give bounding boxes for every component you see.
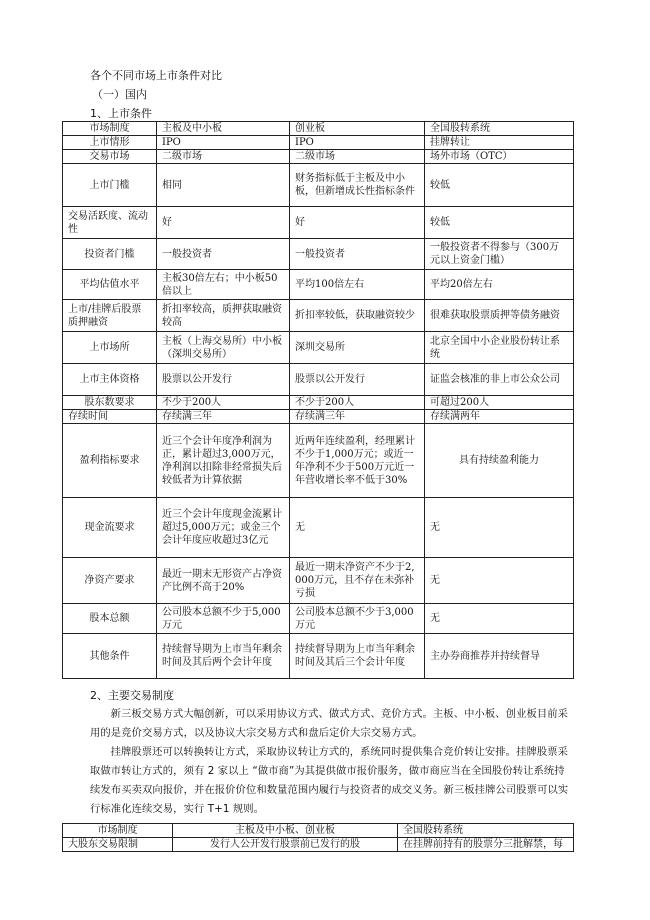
table-row xyxy=(63,164,574,207)
row-label: 投资者门槛 xyxy=(63,239,157,270)
row-label: 交易市场 xyxy=(63,150,157,164)
row-label: 上市主体资格 xyxy=(63,364,157,396)
cell: 公司股本总额不少于3,000万元 xyxy=(290,604,425,634)
table-row xyxy=(63,634,574,679)
cell: 很难获取股票质押等债务融资 xyxy=(425,300,574,332)
row-label: 股东数要求 xyxy=(63,396,157,410)
cell: 在挂牌前持有的股票分三批解禁，每 xyxy=(398,838,574,852)
cell: 具有持续盈利能力 xyxy=(425,424,574,498)
cell: 相同 xyxy=(157,164,290,207)
table-row xyxy=(63,424,574,498)
cell: 不少于200人 xyxy=(290,396,425,410)
table-row xyxy=(63,239,574,270)
cell: 好 xyxy=(290,207,425,239)
row-label: 上市/挂牌后股票质押融资 xyxy=(63,300,157,332)
cell: 主板30倍左右；中小板50倍以上 xyxy=(157,270,290,300)
cell: 财务指标低于主板及中小板，但新增成长性指标条件 xyxy=(290,164,425,207)
row-label: 净资产要求 xyxy=(63,558,157,604)
table-header-row xyxy=(63,122,574,136)
header-gem: 创业板 xyxy=(290,122,425,136)
table-row xyxy=(63,410,574,424)
table-row xyxy=(63,136,574,150)
header-market: 市场制度 xyxy=(63,122,157,136)
cell: 不少于200人 xyxy=(157,396,290,410)
cell: 深圳交易所 xyxy=(290,332,425,364)
cell: 较低 xyxy=(425,207,574,239)
cell: 发行人公开发行股票前已发行的股 xyxy=(173,838,398,852)
table-row xyxy=(63,838,574,852)
cell: 二级市场 xyxy=(157,150,290,164)
cell: 平均100倍左右 xyxy=(290,270,425,300)
cell: 股票以公开发行 xyxy=(290,364,425,396)
cell: 一般投资者 xyxy=(157,239,290,270)
cell: 存续满三年 xyxy=(157,410,290,424)
table-row xyxy=(63,150,574,164)
cell: 公司股本总额不少于5,000万元 xyxy=(157,604,290,634)
table-row xyxy=(63,207,574,239)
row-label: 交易活跃度、流动性 xyxy=(63,207,157,239)
row-label: 其他条件 xyxy=(63,634,157,679)
paragraph: 新三板交易方式大幅创新，可以采用协议方式、做式方式、竞价方式。主板、中小板、创业板目前采用的是竞价交易方式，以及协议大宗交易方式和盘后定价大宗交易方式。 xyxy=(90,708,569,739)
cell: 无 xyxy=(425,604,574,634)
row-label: 上市场所 xyxy=(63,332,157,364)
row-label: 股本总额 xyxy=(63,604,157,634)
cell: 二级市场 xyxy=(290,150,425,164)
cell: 折扣率较低，获取融资较少 xyxy=(290,300,425,332)
cell: 近两年连续盈利，经理累计不少于1,000万元；或近一年净利不少于500万元近一年营收增长率不低于30% xyxy=(290,424,425,498)
header-neeq: 全国股转系统 xyxy=(425,122,574,136)
cell: IPO xyxy=(290,136,425,150)
row-label: 存续时间 xyxy=(63,410,157,424)
doc-title: 各个不同市场上市条件对比 xyxy=(90,69,222,82)
cell: 无 xyxy=(425,498,574,558)
cell: 一般投资者 xyxy=(290,239,425,270)
cell: IPO xyxy=(157,136,290,150)
header-main-board: 主板及中小板 xyxy=(157,122,290,136)
cell: 场外市场（OTC） xyxy=(425,150,574,164)
cell: 较低 xyxy=(425,164,574,207)
cell: 主板（上海交易所）中小板（深圳交易所） xyxy=(157,332,290,364)
trading-system-table xyxy=(62,823,574,852)
cell: 近三个会计年度现金流累计超过5,000万元；或金三个会计年度应收超过3亿元 xyxy=(157,498,290,558)
header-market: 市场制度 xyxy=(63,824,173,838)
table-row xyxy=(63,498,574,558)
cell: 主办券商推荐并持续督导 xyxy=(425,634,574,679)
table-header-row xyxy=(63,824,574,838)
cell: 存续满两年 xyxy=(425,410,574,424)
cell: 好 xyxy=(157,207,290,239)
section-listing-conditions: 1、上市条件 xyxy=(90,107,152,120)
section-domestic: （一）国内 xyxy=(92,88,147,101)
cell: 折扣率较高，质押获取融资较高 xyxy=(157,300,290,332)
table-row xyxy=(63,364,574,396)
cell: 平均20倍左右 xyxy=(425,270,574,300)
section-trading-system: 2、主要交易制度 xyxy=(90,689,174,702)
cell: 最近一期末净资产不少于2,000万元，且不存在未弥补亏损 xyxy=(290,558,425,604)
table-row xyxy=(63,332,574,364)
row-label: 上市情形 xyxy=(63,136,157,150)
cell: 持续督导期为上市当年剩余时间及其后三个会计年度 xyxy=(290,634,425,679)
table-row xyxy=(63,604,574,634)
cell: 无 xyxy=(290,498,425,558)
cell: 持续督导期为上市当年剩余时间及其后两个会计年度 xyxy=(157,634,290,679)
row-label: 上市门槛 xyxy=(63,164,157,207)
row-label: 现金流要求 xyxy=(63,498,157,558)
cell: 北京全国中小企业股份转让系统 xyxy=(425,332,574,364)
header-neeq: 全国股转系统 xyxy=(398,824,574,838)
paragraph: 挂牌股票还可以转换转让方式，采取协议转让方式的，系统同时提供集合竞价转让安排。挂牌股票采取做市转让方式的，须有 2 家以上 “做市商”为其提供做市报价服务，做市商应当在全国股份转让系统持续发布买卖双向报价，并在报价价位和数量范围内履行与投资者的成交义务。新三板挂牌公司股票可以实行标准化连续交易，实行 T+1 规则。 xyxy=(90,746,569,815)
cell: 证监会核准的非上市公众公司 xyxy=(425,364,574,396)
table-row xyxy=(63,270,574,300)
row-label: 盈利指标要求 xyxy=(63,424,157,498)
cell: 挂牌转让 xyxy=(425,136,574,150)
cell: 一般投资者不得参与（300万元以上资金门槛） xyxy=(425,239,574,270)
cell: 可超过200人 xyxy=(425,396,574,410)
cell: 股票以公开发行 xyxy=(157,364,290,396)
header-exchanges: 主板及中小板、创业板 xyxy=(173,824,398,838)
table-row xyxy=(63,396,574,410)
row-label: 平均估值水平 xyxy=(63,270,157,300)
cell: 最近一期末无形资产占净资产比例不高于20% xyxy=(157,558,290,604)
table-row xyxy=(63,300,574,332)
row-label: 大股东交易限制 xyxy=(63,838,173,852)
cell: 存续满三年 xyxy=(290,410,425,424)
cell: 近三个会计年度净利润为正，累计超过3,000万元，净利润以扣除非经常损失后较低者为计算依据 xyxy=(157,424,290,498)
cell: 无 xyxy=(425,558,574,604)
listing-conditions-table xyxy=(62,121,574,679)
table-row xyxy=(63,558,574,604)
